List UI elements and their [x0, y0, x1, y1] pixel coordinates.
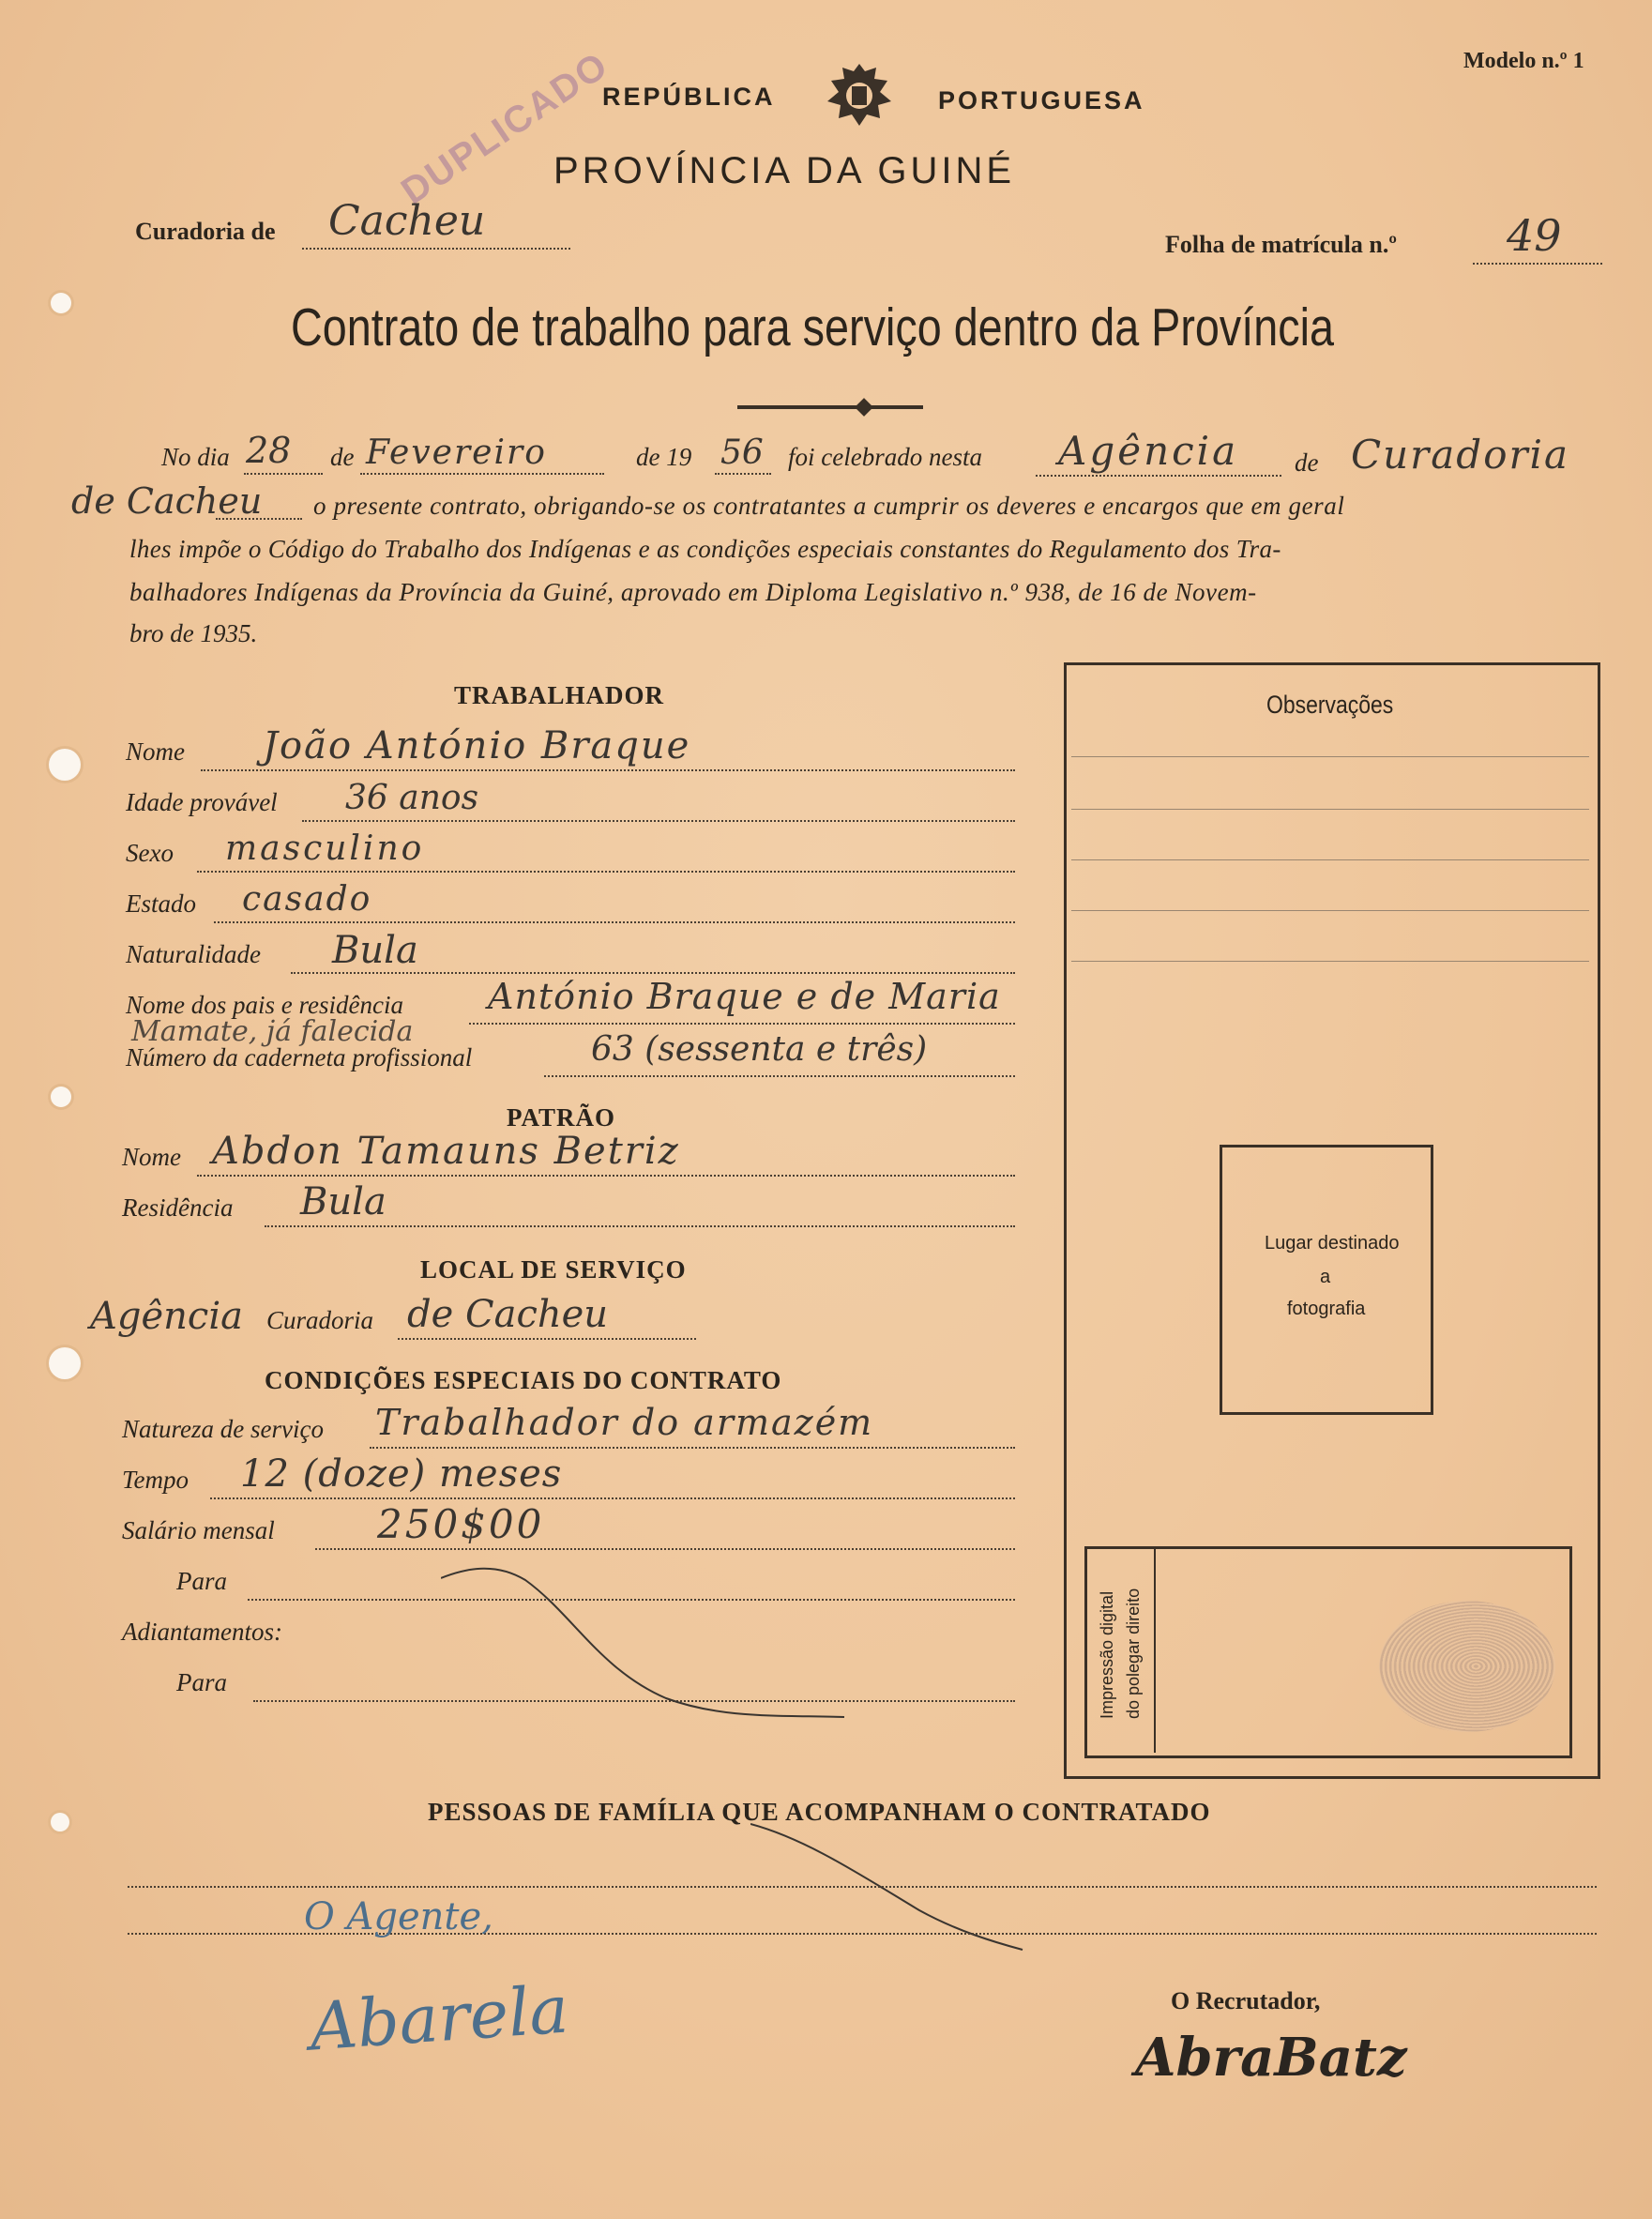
pais-label: Nome dos pais e residência	[126, 991, 403, 1019]
title-divider	[737, 405, 923, 409]
natureza-label: Natureza de serviço	[122, 1415, 324, 1443]
caderneta-label: Número da caderneta profissional	[126, 1043, 473, 1072]
folha-label: Folha de matrícula n.º	[1165, 231, 1397, 258]
trabalhador-heading: TRABALHADOR	[454, 681, 665, 709]
punch-hole	[51, 1087, 71, 1107]
idade-line	[302, 820, 1015, 822]
intro-place3-line	[216, 518, 302, 520]
naturalidade-value: Bula	[332, 929, 418, 972]
intro-day-line	[244, 473, 323, 475]
punch-hole	[49, 1347, 81, 1379]
fingerprint-label-2: do polegar direito	[1124, 1588, 1143, 1719]
familia-line	[128, 1886, 1597, 1888]
salario-value: 250$00	[377, 1501, 545, 1547]
nome-line	[201, 769, 1015, 771]
photo-label-3: fotografia	[1287, 1299, 1366, 1319]
coat-of-arms-icon	[824, 60, 895, 129]
header-portuguesa: PORTUGUESA	[938, 86, 1145, 114]
idade-value: 36 anos	[345, 779, 479, 817]
naturalidade-label: Naturalidade	[126, 940, 262, 968]
intro-place1: Agência	[1058, 428, 1239, 474]
familia-heading: PESSOAS DE FAMÍLIA QUE ACOMPANHAM O CONTRATADO	[428, 1798, 1211, 1826]
folha-value: 49	[1507, 210, 1562, 261]
photo-label-2: a	[1320, 1267, 1331, 1287]
observacoes-line	[1071, 756, 1589, 757]
estado-line	[214, 921, 1015, 923]
punch-hole	[49, 749, 81, 781]
header-provincia: PROVÍNCIA DA GUINÉ	[553, 150, 1016, 191]
local-prefix: Agência	[90, 1295, 243, 1338]
document-title: Contrato de trabalho para serviço dentro da Província	[291, 297, 1335, 357]
folha-line	[1473, 263, 1602, 265]
intro-line2: o presente contrato, obrigando-se os contratantes a cumprir os deveres e encargos que em geral	[313, 492, 1345, 520]
patrao-residencia-value: Bula	[300, 1180, 386, 1223]
pais-line	[469, 1023, 1015, 1025]
para1-label: Para	[176, 1567, 227, 1595]
curadoria-label: Curadoria de	[135, 218, 276, 245]
intro-foi: foi celebrado nesta	[788, 443, 982, 471]
fingerprint-mark	[1379, 1601, 1555, 1732]
pais-value: António Braque e de Maria	[488, 976, 1001, 1017]
intro-line3: lhes impõe o Código do Trabalho dos Indígenas e as condições especiais constantes do Regulamento dos Tra-	[129, 535, 1281, 563]
observacoes-heading: Observações	[1266, 691, 1394, 719]
intro-line4: balhadores Indígenas da Província da Guiné, aprovado em Diploma Legislativo n.º 938, de 16 de Novem-	[129, 578, 1257, 606]
patrao-nome-label: Nome	[122, 1143, 181, 1171]
natureza-line	[370, 1447, 1015, 1449]
sexo-line	[197, 871, 1015, 873]
intro-no-dia: No dia	[161, 443, 230, 471]
curadoria-value: Cacheu	[328, 197, 486, 245]
intro-place1-line	[1036, 475, 1281, 477]
title-divider-diamond	[855, 398, 873, 417]
salario-label: Salário mensal	[122, 1516, 275, 1544]
fingerprint-label-1: Impressão digital	[1098, 1590, 1116, 1719]
tempo-line	[210, 1497, 1015, 1499]
patrao-nome-line	[197, 1175, 1015, 1177]
caderneta-line	[544, 1075, 1015, 1077]
punch-hole	[51, 293, 71, 313]
patrao-residencia-line	[265, 1225, 1015, 1227]
patrao-residencia-label: Residência	[122, 1193, 234, 1222]
model-number: Modelo n.º 1	[1463, 49, 1584, 73]
nome-label: Nome	[126, 737, 185, 766]
naturalidade-line	[291, 972, 1015, 974]
pen-strike-mark	[441, 1539, 854, 1726]
tempo-label: Tempo	[122, 1466, 189, 1494]
photo-label-1: Lugar destinado	[1265, 1233, 1400, 1254]
curadoria-line	[302, 248, 570, 250]
condicoes-heading: CONDIÇÕES ESPECIAIS DO CONTRATO	[265, 1366, 782, 1394]
local-line	[398, 1338, 696, 1340]
intro-month: Fevereiro	[366, 433, 547, 472]
observacoes-line	[1071, 961, 1589, 962]
header-republica: REPÚBLICA	[602, 83, 776, 111]
caderneta-value: 63 (sessenta e três)	[591, 1030, 928, 1069]
intro-line5: bro de 1935.	[129, 619, 258, 647]
duplicado-stamp: DUPLICADO	[394, 43, 616, 213]
intro-de1: de	[330, 443, 355, 471]
observacoes-line	[1071, 809, 1589, 810]
local-label: Curadoria	[266, 1306, 374, 1334]
estado-label: Estado	[126, 889, 197, 918]
adiantamentos-label: Adiantamentos:	[122, 1618, 282, 1646]
intro-de3: de	[1295, 448, 1319, 477]
intro-place3: de Cacheu	[71, 480, 263, 522]
sexo-value: masculino	[225, 829, 425, 868]
observacoes-line	[1071, 910, 1589, 911]
sexo-label: Sexo	[126, 839, 174, 867]
local-value: de Cacheu	[407, 1293, 609, 1336]
patrao-nome-value: Abdon Tamauns Betriz	[212, 1130, 680, 1173]
recrutador-signature: AbraBatz	[1135, 2027, 1407, 2089]
intro-place2: Curadoria	[1351, 432, 1570, 478]
intro-day: 28	[246, 430, 292, 471]
fingerprint-divider	[1154, 1549, 1156, 1753]
intro-year-line	[715, 473, 771, 475]
local-heading: LOCAL DE SERVIÇO	[420, 1255, 687, 1284]
recrutador-label: O Recrutador,	[1171, 1987, 1321, 2014]
para2-label: Para	[176, 1668, 227, 1696]
intro-month-line	[360, 473, 604, 475]
intro-de2: de 19	[636, 443, 692, 471]
pais-value-2: Mamate, já falecida	[131, 1015, 414, 1048]
punch-hole	[51, 1813, 69, 1831]
natureza-value: Trabalhador do armazém	[375, 1402, 874, 1443]
intro-year: 56	[720, 433, 764, 472]
idade-label: Idade provável	[126, 788, 278, 816]
agente-label: O Agente,	[304, 1895, 493, 1938]
observacoes-line	[1071, 859, 1589, 860]
tempo-value: 12 (doze) meses	[240, 1452, 563, 1496]
estado-value: casado	[242, 880, 372, 919]
agente-signature: Abarela	[307, 1970, 571, 2066]
patrao-heading: PATRÃO	[507, 1103, 615, 1132]
nome-value: João António Braque	[263, 724, 691, 768]
